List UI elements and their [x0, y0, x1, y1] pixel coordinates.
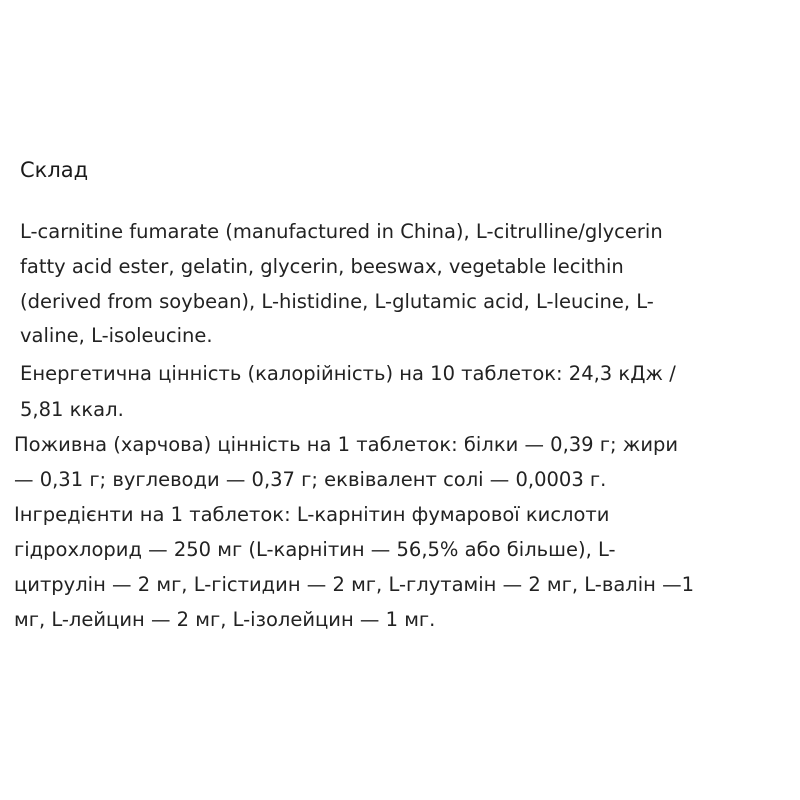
- text-line: fatty acid ester, gelatin, glycerin, beeswax, vegetable lecithin: [20, 255, 624, 278]
- text-line: мг, L-лейцин — 2 мг, L-ізолейцин — 1 мг.: [14, 608, 436, 631]
- text-line: цитрулін — 2 мг, L-гістидин — 2 мг, L-глутамін — 2 мг, L-валін —1: [14, 573, 695, 596]
- composition-heading: Склад: [20, 158, 89, 182]
- text-line: Енергетична цінність (калорійність) на 10 таблеток: 24,3 кДж /: [20, 362, 676, 385]
- text-line: (derived from soybean), L-histidine, L-glutamic acid, L-leucine, L-: [20, 290, 654, 313]
- text-line: 5,81 ккал.: [20, 398, 124, 421]
- text-line: valine, L-isoleucine.: [20, 324, 213, 347]
- text-line: Інгредієнти на 1 таблеток: L-карнітин фумарової кислоти: [14, 503, 610, 526]
- text-line: гідрохлорид — 250 мг (L-карнітин — 56,5% або більше), L-: [14, 538, 616, 561]
- text-line: — 0,31 г; вуглеводи — 0,37 г; еквівалент солі — 0,0003 г.: [14, 468, 607, 491]
- text-line: L-carnitine fumarate (manufactured in China), L-citrulline/glycerin: [20, 220, 663, 243]
- text-line: Поживна (харчова) цінність на 1 таблеток: білки — 0,39 г; жири: [14, 433, 679, 456]
